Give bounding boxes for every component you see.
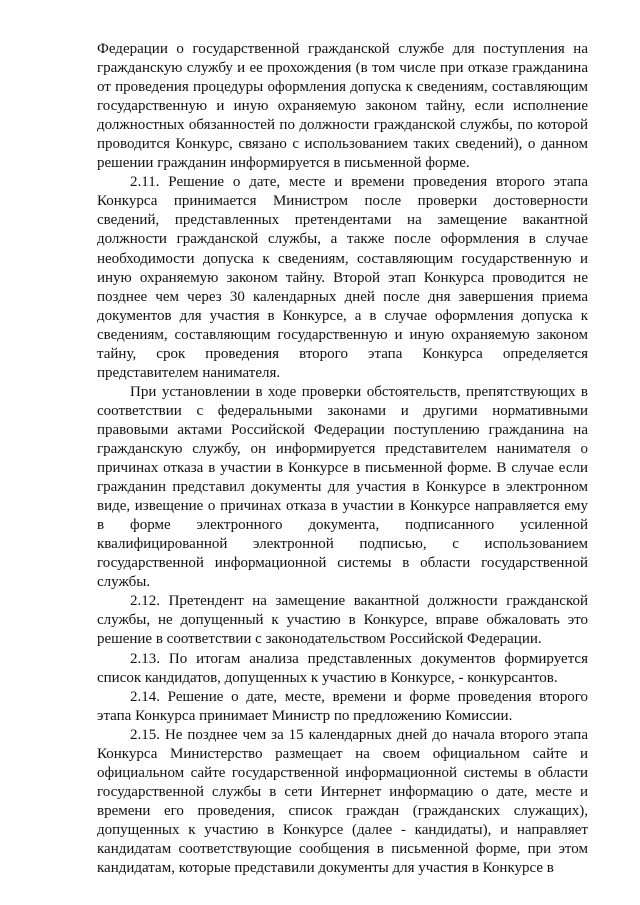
paragraph-2-11: 2.11. Решение о дате, месте и времени проведения второго этапа Конкурса принимается Министром после проверки достоверности сведений, представленных претендентами на замещение вакантной должности гражданской службы, а также после оформления в случае необходимости допуска к сведениям, составляющим государственную и иную охраняемую законом тайну. Второй этап Конкурса проводится не позднее чем через 30 календарных дней после дня завершения приема документов для участия в Конкурсе, а в случае оформления допуска к сведениям, составляющим государственную и иную охраняемую законом тайну, срок проведения второго этапа Конкурса определяется представителем нанимателя. bbox=[97, 174, 588, 381]
paragraph-2-15: 2.15. Не позднее чем за 15 календарных дней до начала второго этапа Конкурса Министерство размещает на своем официальном сайте и официальном сайте государственной информационной системы в области государственной службы в сети Интернет информацию о дате, месте и времени его проведения, список граждан (гражданских служащих), допущенных к участию в Конкурсе (далее - кандидаты), и направляет кандидатам соответствующие сообщения в письменной форме, при этом кандидатам, которые представили документы для участия в Конкурсе в bbox=[97, 726, 588, 877]
paragraph-2-13: 2.13. По итогам анализа представленных документов формируется список кандидатов, допущенных к участию в Конкурсе, - конкурсантов. bbox=[97, 650, 588, 686]
paragraph-2-11-refusal: При установлении в ходе проверки обстоятельств, препятствующих в соответствии с федеральными законами и другими нормативными правовыми актами Российской Федерации поступлению гражданина на гражданскую службу, он информируется представителем нанимателя о причинах отказа в участии в Конкурсе в письменной форме. В случае если гражданин представил документы для участия в Конкурсе в электронном виде, извещение о причинах отказа в участии в Конкурсе направляется ему в форме электронного документа, подписанного усиленной квалифицированной электронной подписью, с использованием государственной информационной системы в области государственной службы. bbox=[97, 383, 588, 591]
paragraph-2-12: 2.12. Претендент на замещение вакантной должности гражданской службы, не допущенный к участию в Конкурсе, вправе обжаловать это решение в соответствии с законодательством Российской Федерации. bbox=[97, 593, 588, 648]
document-page bbox=[97, 40, 588, 878]
paragraph-continuation: Федерации о государственной гражданской службе для поступления на гражданскую службу и ее прохождения (в том числе при отказе гражданина от проведения процедуры оформления допуска к сведениям, составляющим государственную и иную охраняемую законом тайну, если исполнение должностных обязанностей по должности гражданской службы, по которой проводится Конкурс, связано с использованием таких сведений), о данном решении гражданин информируется в письменной форме. bbox=[97, 41, 588, 172]
paragraph-2-14: 2.14. Решение о дате, месте, времени и форме проведения второго этапа Конкурса принимает Министр по предложению Комиссии. bbox=[97, 688, 588, 724]
